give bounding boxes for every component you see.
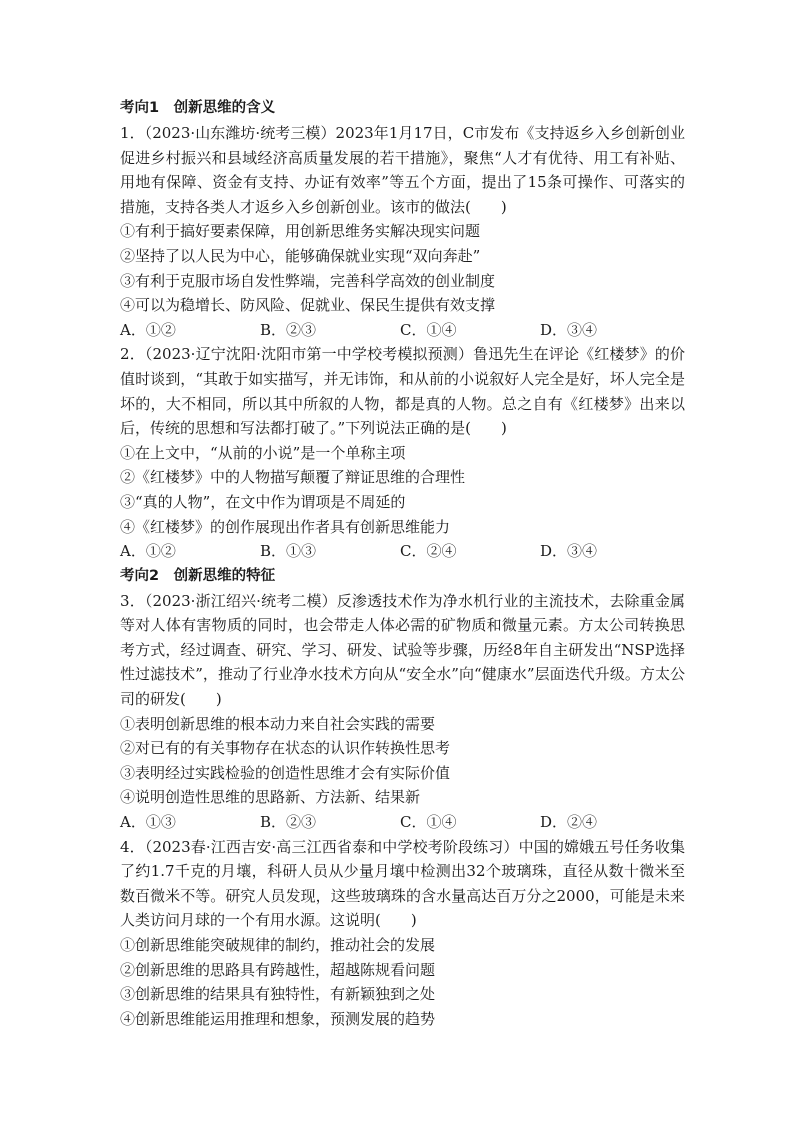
statement-2: ②坚持了以人民为中心，能够确保就业实现“双向奔赴” xyxy=(120,246,481,265)
document-page xyxy=(120,96,685,1031)
statement-2: ②创新思维的思路具有跨越性，超越陈规看问题 xyxy=(120,960,436,979)
statement-4: ④说明创造性思维的思路新、方法新、结果新 xyxy=(120,788,421,807)
statement-3: ③“真的人物”，在文中作为谓项是不周延的 xyxy=(120,492,406,511)
question-stem: 3．（2023·浙江绍兴·统考二模）反渗透技术作为净水机行业的主流技术，去除重金属等对人体有害物质的同时，也会带走人体必需的矿物质和微量元素。方太公司转换思考方式，经过调查、研究、学习、研发、试验等步骤，历经8年自主研发出“NSP选择性过滤技术”，推动了行业净水技术方向从“安全水”向“健康水”层面迭代升级。方太公司的研发( ) xyxy=(120,591,685,709)
statement-3: ③创新思维的结果具有独特性，有新颖独到之处 xyxy=(120,985,436,1004)
section-1 xyxy=(120,96,685,564)
statement-4: ④可以为稳增长、防风险、促就业、保民生提供有效支撑 xyxy=(120,296,496,315)
section-title: 考向2 创新思维的特征 xyxy=(120,567,276,584)
statement-4: ④《红楼梦》的创作展现出作者具有创新思维能力 xyxy=(120,517,451,536)
answer-options xyxy=(120,318,685,343)
option-a: A．①② xyxy=(120,320,176,339)
question-4 xyxy=(120,835,685,1032)
statement-2: ②《红楼梦》中的人物描写颠覆了辩证思维的合理性 xyxy=(120,468,466,487)
option-c: C．①④ xyxy=(400,813,457,832)
question-3 xyxy=(120,589,685,835)
question-stem: 4．（2023春·江西吉安·高三江西省泰和中学校考阶段练习）中国的嫦娥五号任务收集了约1.7千克的月壤，科研人员从少量月壤中检测出32个玻璃珠，直径从数十微米至数百微米不等。研究人员发现，这些玻璃珠的含水量高达百万分之2000，可能是未来人类访问月球的一个有用水源。这说明( ) xyxy=(120,837,685,930)
option-d: D．②④ xyxy=(540,813,598,832)
section-2 xyxy=(120,564,685,1032)
option-d: D．③④ xyxy=(540,320,598,339)
statement-3: ③有利于克服市场自发性弊端，完善科学高效的创业制度 xyxy=(120,271,496,290)
option-a: A．①③ xyxy=(120,813,176,832)
statement-1: ①表明创新思维的根本动力来自社会实践的需要 xyxy=(120,714,436,733)
statement-3: ③表明经过实践检验的创造性思维才会有实际价值 xyxy=(120,763,451,782)
option-a: A．①② xyxy=(120,542,176,561)
section-title: 考向1 创新思维的含义 xyxy=(120,100,276,116)
answer-options xyxy=(120,810,685,835)
statement-1: ①创新思维能突破规律的制约，推动社会的发展 xyxy=(120,936,436,954)
option-c: C．①④ xyxy=(400,320,457,339)
question-1 xyxy=(120,121,685,342)
question-2 xyxy=(120,342,685,563)
statement-1: ①有利于搞好要素保障，用创新思维务实解决现实问题 xyxy=(120,222,481,241)
option-b: B．②③ xyxy=(260,813,317,832)
question-stem: 2．（2023·辽宁沈阳·沈阳市第一中学校考模拟预测）鲁迅先生在评论《红楼梦》的价值时谈到，“其敢于如实描写，并无讳饰，和从前的小说叙好人完全是好，坏人完全是坏的，大不相同，所以其中所叙的人物，都是真的人物。总之自有《红楼梦》出来以后，传统的思想和写法都打破了。”下列说法正确的是( ) xyxy=(120,345,685,438)
option-b: B．②③ xyxy=(260,320,317,339)
answer-options xyxy=(120,539,685,564)
statement-2: ②对已有的有关事物存在状态的认识作转换性思考 xyxy=(120,739,451,758)
question-stem: 1．（2023·山东潍坊·统考三模）2023年1月17日，C市发布《支持返乡入乡创新创业促进乡村振兴和县域经济高质量发展的若干措施》，聚焦“人才有优待、用工有补贴、用地有保障、资金有支持、办证有效率”等五个方面，提出了15条可操作、可落实的措施，支持各类人才返乡入乡创新创业。该市的做法( ) xyxy=(120,124,685,216)
option-c: C．②④ xyxy=(400,542,457,561)
option-b: B．①③ xyxy=(260,542,317,561)
statement-1: ①在上文中，“从前的小说”是一个单称主项 xyxy=(120,443,406,462)
statement-4: ④创新思维能运用推理和想象，预测发展的趋势 xyxy=(120,1009,436,1028)
option-d: D．③④ xyxy=(540,542,598,561)
